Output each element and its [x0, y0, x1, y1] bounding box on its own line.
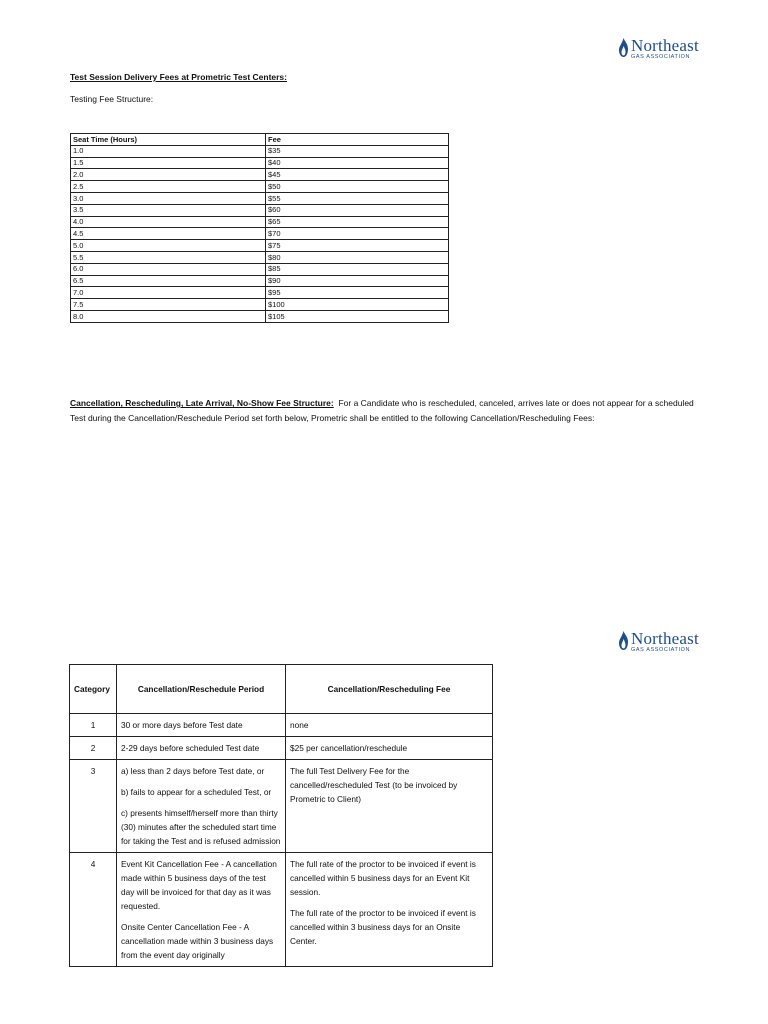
- fee-table-row: [71, 204, 449, 216]
- period-text: a) less than 2 days before Test date, or: [121, 766, 265, 776]
- fee-cell: $55: [266, 192, 449, 204]
- fee-header: Cancellation/Rescheduling Fee: [286, 665, 493, 714]
- period-text: Event Kit Cancellation Fee - A cancellation made within 5 business days of the test day will be invoiced for that day as it was requested.: [121, 859, 277, 911]
- fee-table-row: [71, 251, 449, 263]
- cancellation-row: [70, 737, 493, 760]
- category-cell: 4: [70, 853, 117, 967]
- fee-table-row: [71, 275, 449, 287]
- seat-time-cell: 3.5: [71, 204, 266, 216]
- seat-time-cell: 5.5: [71, 251, 266, 263]
- fee-cell: $45: [266, 169, 449, 181]
- fee-cell: $85: [266, 263, 449, 275]
- fee-cell: $95: [266, 287, 449, 299]
- period-cell: [117, 737, 286, 760]
- fee-cell: [286, 853, 493, 967]
- logo-name: Northeast: [631, 36, 699, 55]
- period-cell: [117, 760, 286, 853]
- seat-time-cell: 2.0: [71, 169, 266, 181]
- fee-cell: $65: [266, 216, 449, 228]
- period-text: b) fails to appear for a scheduled Test, or: [121, 787, 272, 797]
- fee-cell: [286, 737, 493, 760]
- seat-time-cell: 7.5: [71, 299, 266, 311]
- fee-table-row: [71, 310, 449, 322]
- fee-cell: $80: [266, 251, 449, 263]
- seat-time-cell: 3.0: [71, 192, 266, 204]
- seat-time-cell: 1.5: [71, 157, 266, 169]
- fee-text: The full Test Delivery Fee for the cancelled/rescheduled Test (to be invoiced by Prometric to Client): [290, 766, 458, 804]
- fee-cell: [286, 714, 493, 737]
- period-header: Cancellation/Reschedule Period: [117, 665, 286, 714]
- fee-table-row: [71, 240, 449, 252]
- period-text: 2-29 days before scheduled Test date: [121, 743, 260, 753]
- period-text: Onsite Center Cancellation Fee - A cancellation made within 3 business days from the event day originally: [121, 922, 274, 960]
- flame-icon: [618, 38, 629, 58]
- fee-cell: [286, 760, 493, 853]
- fee-table-row: [71, 299, 449, 311]
- fee-cell: $60: [266, 204, 449, 216]
- cancellation-table: [69, 664, 493, 967]
- flame-icon: [618, 631, 629, 651]
- page-heading: Test Session Delivery Fees at Prometric Test Centers:: [70, 72, 287, 82]
- cancellation-paragraph: [70, 396, 705, 426]
- fee-text: $25 per cancellation/reschedule: [290, 743, 408, 753]
- seat-time-cell: 8.0: [71, 310, 266, 322]
- fee-table-row: [71, 192, 449, 204]
- fee-table-header-row: [71, 134, 449, 146]
- period-text: c) presents himself/herself more than thirty (30) minutes after the scheduled start time for taking the Test and is refused admission: [121, 808, 281, 846]
- fee-structure-label: Testing Fee Structure:: [70, 94, 154, 104]
- fee-table-row: [71, 181, 449, 193]
- seat-time-cell: 1.0: [71, 145, 266, 157]
- fee-cell: $50: [266, 181, 449, 193]
- cancellation-table-header-row: [70, 665, 493, 714]
- cancellation-row: [70, 760, 493, 853]
- fee-table-row: [71, 145, 449, 157]
- fee-table-row: [71, 228, 449, 240]
- seat-time-cell: 7.0: [71, 287, 266, 299]
- fee-table-row: [71, 216, 449, 228]
- cancellation-row: [70, 714, 493, 737]
- fee-table-row: [71, 263, 449, 275]
- fee-cell: $40: [266, 157, 449, 169]
- fee-cell: $90: [266, 275, 449, 287]
- fee-table-row: [71, 157, 449, 169]
- seat-time-cell: 6.5: [71, 275, 266, 287]
- period-text: 30 or more days before Test date: [121, 720, 243, 730]
- cancellation-table-body: [70, 714, 493, 967]
- seat-time-header: Seat Time (Hours): [71, 134, 266, 146]
- cancellation-title: Cancellation, Rescheduling, Late Arrival, No-Show Fee Structure:: [70, 398, 334, 408]
- fee-text: The full rate of the proctor to be invoiced if event is cancelled within 5 business days for an Event Kit session.: [290, 859, 476, 897]
- fee-text: none: [290, 720, 309, 730]
- fee-cell: $105: [266, 310, 449, 322]
- cancellation-text: For a Candidate who is rescheduled, canceled, arrives late or does not appear for a scheduled Test during the Cancellation/Reschedule Period set forth below, Prometric shall be entitled to the following Cancellation/Rescheduling Fees:: [70, 398, 694, 423]
- period-cell: [117, 714, 286, 737]
- northeast-gas-logo-2: [618, 630, 699, 654]
- logo-subtitle: GAS ASSOCIATION: [631, 647, 691, 653]
- fee-table: [70, 133, 449, 323]
- seat-time-cell: 4.0: [71, 216, 266, 228]
- seat-time-cell: 5.0: [71, 240, 266, 252]
- fee-table-body: [71, 145, 449, 322]
- seat-time-cell: 2.5: [71, 181, 266, 193]
- fee-table-row: [71, 287, 449, 299]
- category-cell: 2: [70, 737, 117, 760]
- fee-text: The full rate of the proctor to be invoiced if event is cancelled within 3 business days for an Onsite Center.: [290, 908, 476, 946]
- logo-name: Northeast: [631, 629, 699, 648]
- fee-cell: $70: [266, 228, 449, 240]
- category-cell: 3: [70, 760, 117, 853]
- fee-header: Fee: [266, 134, 449, 146]
- period-cell: [117, 853, 286, 967]
- category-cell: 1: [70, 714, 117, 737]
- seat-time-cell: 4.5: [71, 228, 266, 240]
- fee-cell: $35: [266, 145, 449, 157]
- fee-cell: $75: [266, 240, 449, 252]
- northeast-gas-logo: [618, 37, 699, 61]
- cancellation-row: [70, 853, 493, 967]
- category-header: Category: [70, 665, 117, 714]
- fee-table-row: [71, 169, 449, 181]
- seat-time-cell: 6.0: [71, 263, 266, 275]
- fee-cell: $100: [266, 299, 449, 311]
- logo-subtitle: GAS ASSOCIATION: [631, 54, 691, 60]
